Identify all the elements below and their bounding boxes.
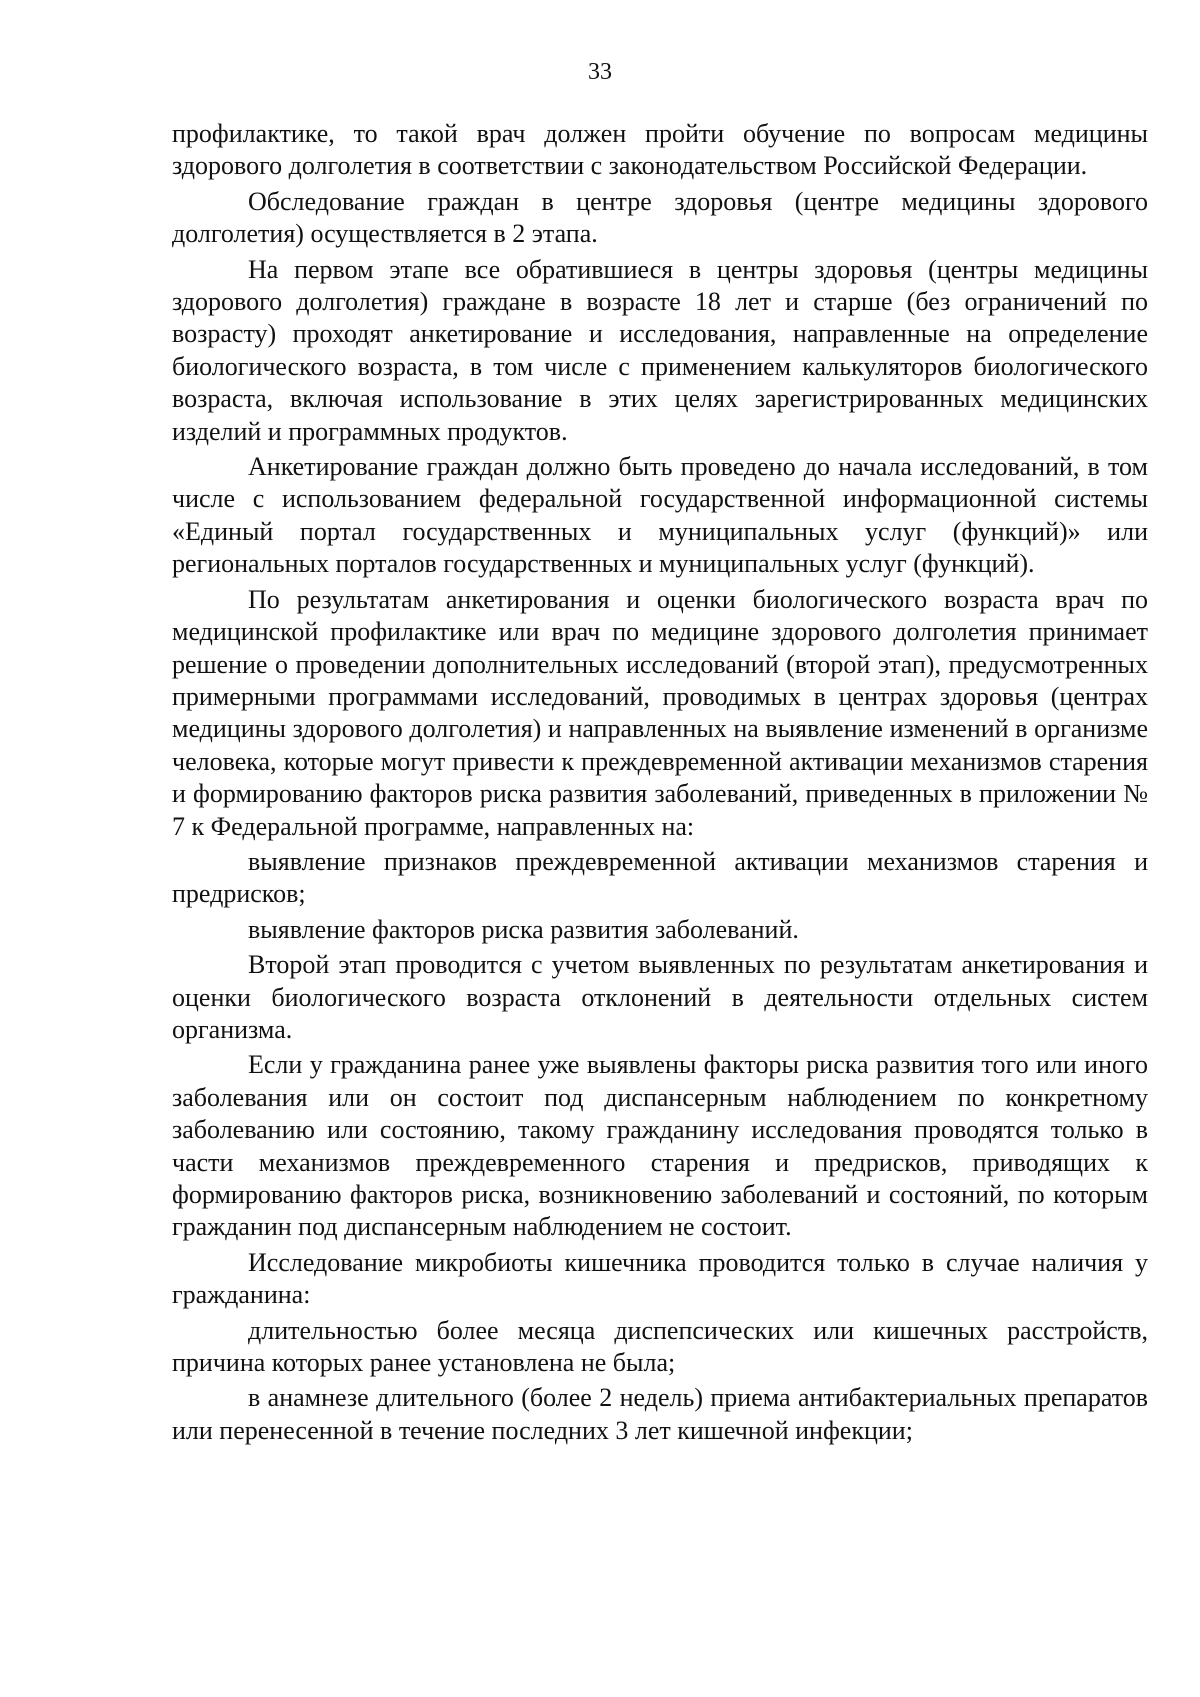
paragraph-12: в анамнезе длительного (более 2 недель) приема антибактериальных препаратов или перенесенной в течение последних 3 лет кишечной инфекции; <box>172 1383 1148 1445</box>
document-body <box>172 118 1148 1450</box>
paragraph-5: По результатам анкетирования и оценки биологического возраста врач по медицинской профилактике или врач по медицине здорового долголетия принимает решение о проведении дополнительных исследований (второй этап), предусмотренных примерными программами исследований, проводимых в центрах здоровья (центрах медицины здорового долголетия) и направленных на выявление изменений в организме человека, которые могут привести к преждевременной активации механизмов старения и формированию факторов риска развития заболеваний, приведенных в приложении № 7 к Федеральной программе, направленных на: <box>172 584 1148 841</box>
paragraph-11: длительностью более месяца диспепсических или кишечных расстройств, причина которых ранее установлена не была; <box>172 1315 1148 1378</box>
paragraph-9: Если у гражданина ранее уже выявлены факторы риска развития того или иного заболевания или он состоит под диспансерным наблюдением по конкретному заболеванию или состоянию, такому гражданину исследования проводятся только в части механизмов преждевременного старения и предрисков, приводящих к формированию факторов риска, возникновению заболеваний и состояний, по которым гражданин под диспансерным наблюдением не состоит. <box>172 1050 1148 1242</box>
paragraph-1: профилактике, то такой врач должен пройти обучение по вопросам медицины здорового долголетия в соответствии с законодательством Российской Федерации. <box>172 119 1148 181</box>
paragraph-10: Исследование микробиоты кишечника проводится только в случае наличия у гражданина: <box>172 1247 1148 1310</box>
page-number: 33 <box>588 59 612 85</box>
paragraph-4: Анкетирование граждан должно быть проведено до начала исследований, в том числе с использованием федеральной государственной информационной системы «Единый портал государственных и муниципальных услуг (функций)» или региональных порталов государственных и муниципальных услуг (функций). <box>172 452 1148 579</box>
paragraph-8: Второй этап проводится с учетом выявленных по результатам анкетирования и оценки биологического возраста отклонений в деятельности отдельных систем организма. <box>172 950 1148 1044</box>
paragraph-3: На первом этапе все обратившиеся в центры здоровья (центры медицины здорового долголетия) граждане в возрасте 18 лет и старше (без ограничений по возрасту) проходят анкетирование и исследования, направленные на определение биологического возраста, в том числе с применением калькуляторов биологического возраста, включая использование в этих целях зарегистрированных медицинских изделий и программных продуктов. <box>172 254 1148 446</box>
paragraph-7: выявление факторов риска развития заболеваний. <box>248 914 799 944</box>
paragraph-6: выявление признаков преждевременной активации механизмов старения и предрисков; <box>172 846 1148 909</box>
paragraph-2: Обследование граждан в центре здоровья (центре медицины здорового долголетия) осуществляется в 2 этапа. <box>172 186 1148 249</box>
